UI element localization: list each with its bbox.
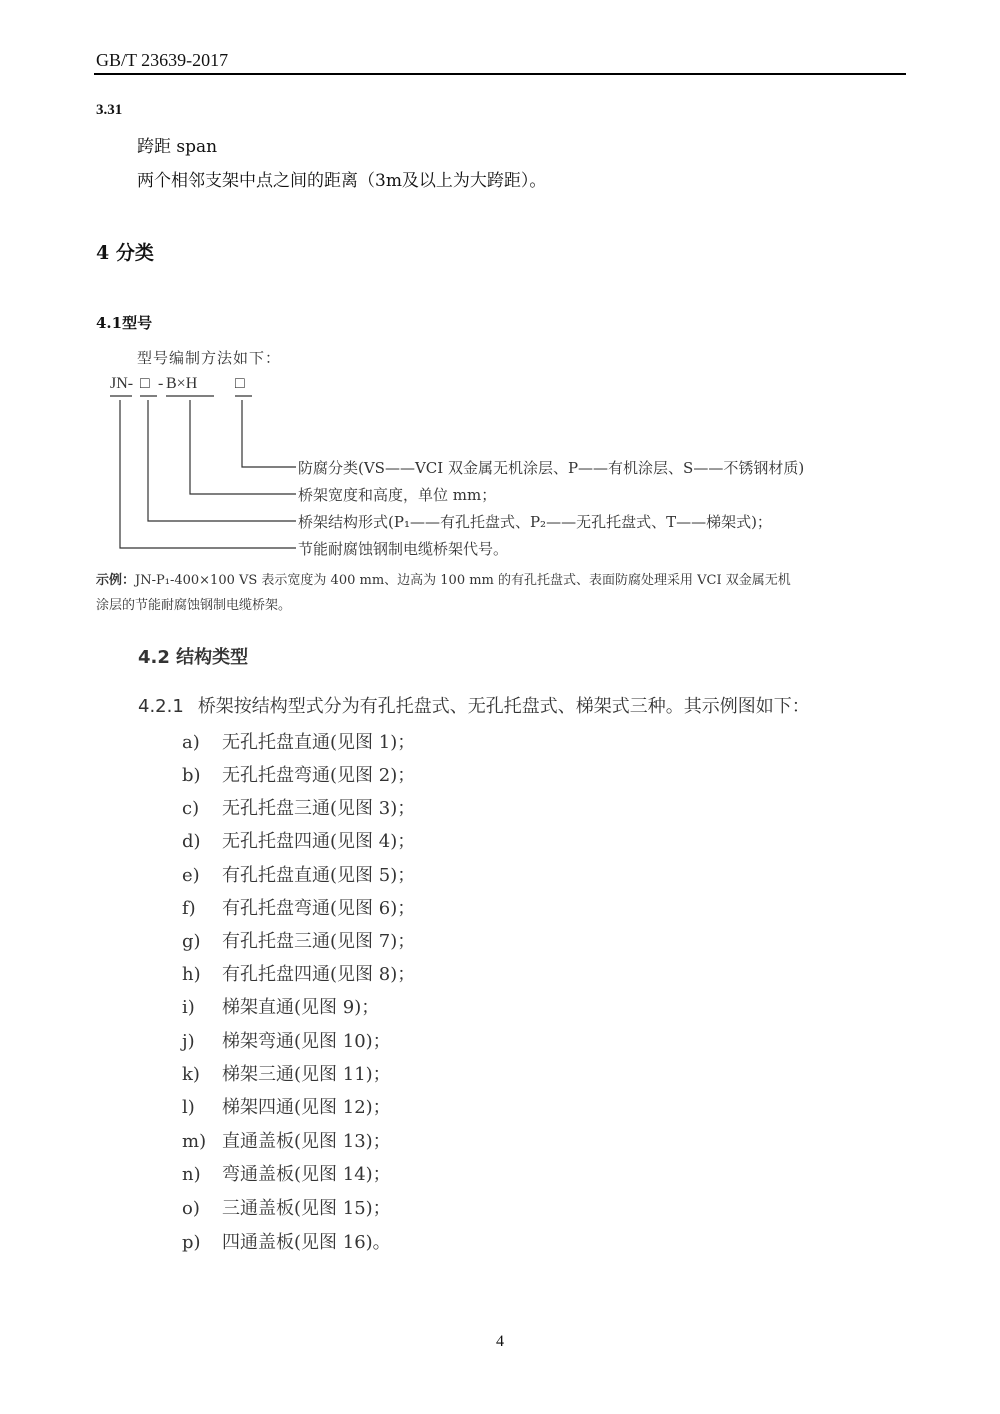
list-item-label: f): [182, 898, 196, 919]
anticorrosion-description: 防腐分类(VS——VCI 双金属无机涂层、P——有机涂层、S——不锈钢材质): [298, 459, 805, 477]
list-item-label: c): [182, 798, 200, 819]
list-item-text: 无孔托盘三通(见图 3)；: [222, 798, 416, 819]
list-item-text: 梯架三通(见图 11)；: [222, 1064, 391, 1085]
list-item-label: a): [182, 732, 200, 753]
list-item-label: d): [182, 831, 201, 852]
list-item-label: i): [182, 997, 195, 1018]
list-item: [182, 1127, 391, 1153]
code-size: B×H: [166, 375, 198, 392]
clause-number: 3.31: [96, 102, 123, 118]
list-item-text: 有孔托盘四通(见图 8)；: [222, 964, 416, 985]
list-item: [182, 1228, 391, 1254]
term-span: 跨距 span: [137, 137, 218, 157]
list-item-text: 梯架直通(见图 9)；: [222, 997, 380, 1018]
list-item-text: 三通盖板(见图 15)；: [222, 1198, 391, 1219]
example-line-2: 涂层的节能耐腐蚀钢制电缆桥架。: [96, 598, 292, 613]
list-item: [182, 927, 415, 953]
list-item-text: 无孔托盘直通(见图 1)；: [222, 732, 416, 753]
list-item: [182, 993, 379, 1019]
code-prefix: JN-: [110, 375, 134, 392]
list-item-text: 四通盖板(见图 16)。: [222, 1232, 391, 1253]
list-item-label: j): [182, 1031, 195, 1052]
page-number: 4: [496, 1333, 504, 1350]
list-item: [182, 1060, 391, 1086]
subsection-heading-4-2: 4.2 结构类型: [138, 647, 249, 668]
paragraph-4-2-1: [138, 692, 810, 718]
list-item: [182, 960, 415, 986]
list-item-label: p): [182, 1232, 201, 1253]
section-heading: 4 分类: [96, 242, 154, 264]
list-item-label: h): [182, 964, 201, 985]
code-anticorrosion-box: □: [235, 375, 245, 392]
list-item: [182, 794, 415, 820]
list-item-text: 有孔托盘三通(见图 7)；: [222, 931, 416, 952]
document-code: GB/T 23639-2017: [96, 50, 229, 70]
list-item: [182, 761, 415, 787]
list-item-text: 直通盖板(见图 13)；: [222, 1131, 391, 1152]
list-item-text: 梯架弯通(见图 10)；: [222, 1031, 391, 1052]
list-item: [182, 1027, 391, 1053]
list-item-label: o): [182, 1198, 200, 1219]
list-item-label: m): [182, 1131, 207, 1152]
example-label: 示例：: [96, 573, 136, 588]
subsection-heading-4-1: 4.1型号: [96, 314, 153, 332]
list-item-text: 梯架四通(见图 12)；: [222, 1097, 391, 1118]
list-item-label: k): [182, 1064, 200, 1085]
code-description: 节能耐腐蚀钢制电缆桥架代号。: [298, 540, 509, 558]
list-item-label: g): [182, 931, 201, 952]
term-definition: 两个相邻支架中点之间的距离（3m及以上为大跨距）。: [137, 171, 547, 191]
list-item-label: e): [182, 865, 200, 886]
list-item-text: 无孔托盘弯通(见图 2)；: [222, 765, 416, 786]
example-text: JN-P₁-400×100 VS 表示宽度为 400 mm、边高为 100 mm 的有孔托盘式、表面防腐处理采用 VCI 双金属无机: [135, 573, 791, 588]
list-item-label: b): [182, 765, 201, 786]
list-item: [182, 1160, 391, 1186]
list-item: [182, 728, 415, 754]
list-item-text: 有孔托盘直通(见图 5)；: [222, 865, 416, 886]
example-line-1: [96, 569, 791, 588]
size-description: 桥架宽度和高度，单位 mm；: [298, 486, 497, 504]
list-item: [182, 894, 415, 920]
list-item-label: n): [182, 1164, 201, 1185]
list-item-text: 有孔托盘弯通(见图 6)；: [222, 898, 416, 919]
structure-description: 桥架结构形式(P₁——有孔托盘式、P₂——无孔托盘式、T——梯架式)；: [298, 513, 772, 531]
code-dash: -: [158, 375, 164, 392]
list-item: [182, 1093, 391, 1119]
code-structure-box: □: [140, 375, 150, 392]
list-item-text: 弯通盖板(见图 14)；: [222, 1164, 391, 1185]
list-item-text: 无孔托盘四通(见图 4)；: [222, 831, 416, 852]
list-item: [182, 861, 415, 887]
list-item-label: l): [182, 1097, 195, 1118]
list-item: [182, 1194, 391, 1220]
model-intro: 型号编制方法如下：: [137, 349, 282, 367]
paragraph-number: 4.2.1: [138, 696, 184, 717]
list-item: [182, 827, 415, 853]
paragraph-text: 桥架按结构型式分为有孔托盘式、无孔托盘式、梯架式三种。其示例图如下：: [197, 696, 810, 717]
